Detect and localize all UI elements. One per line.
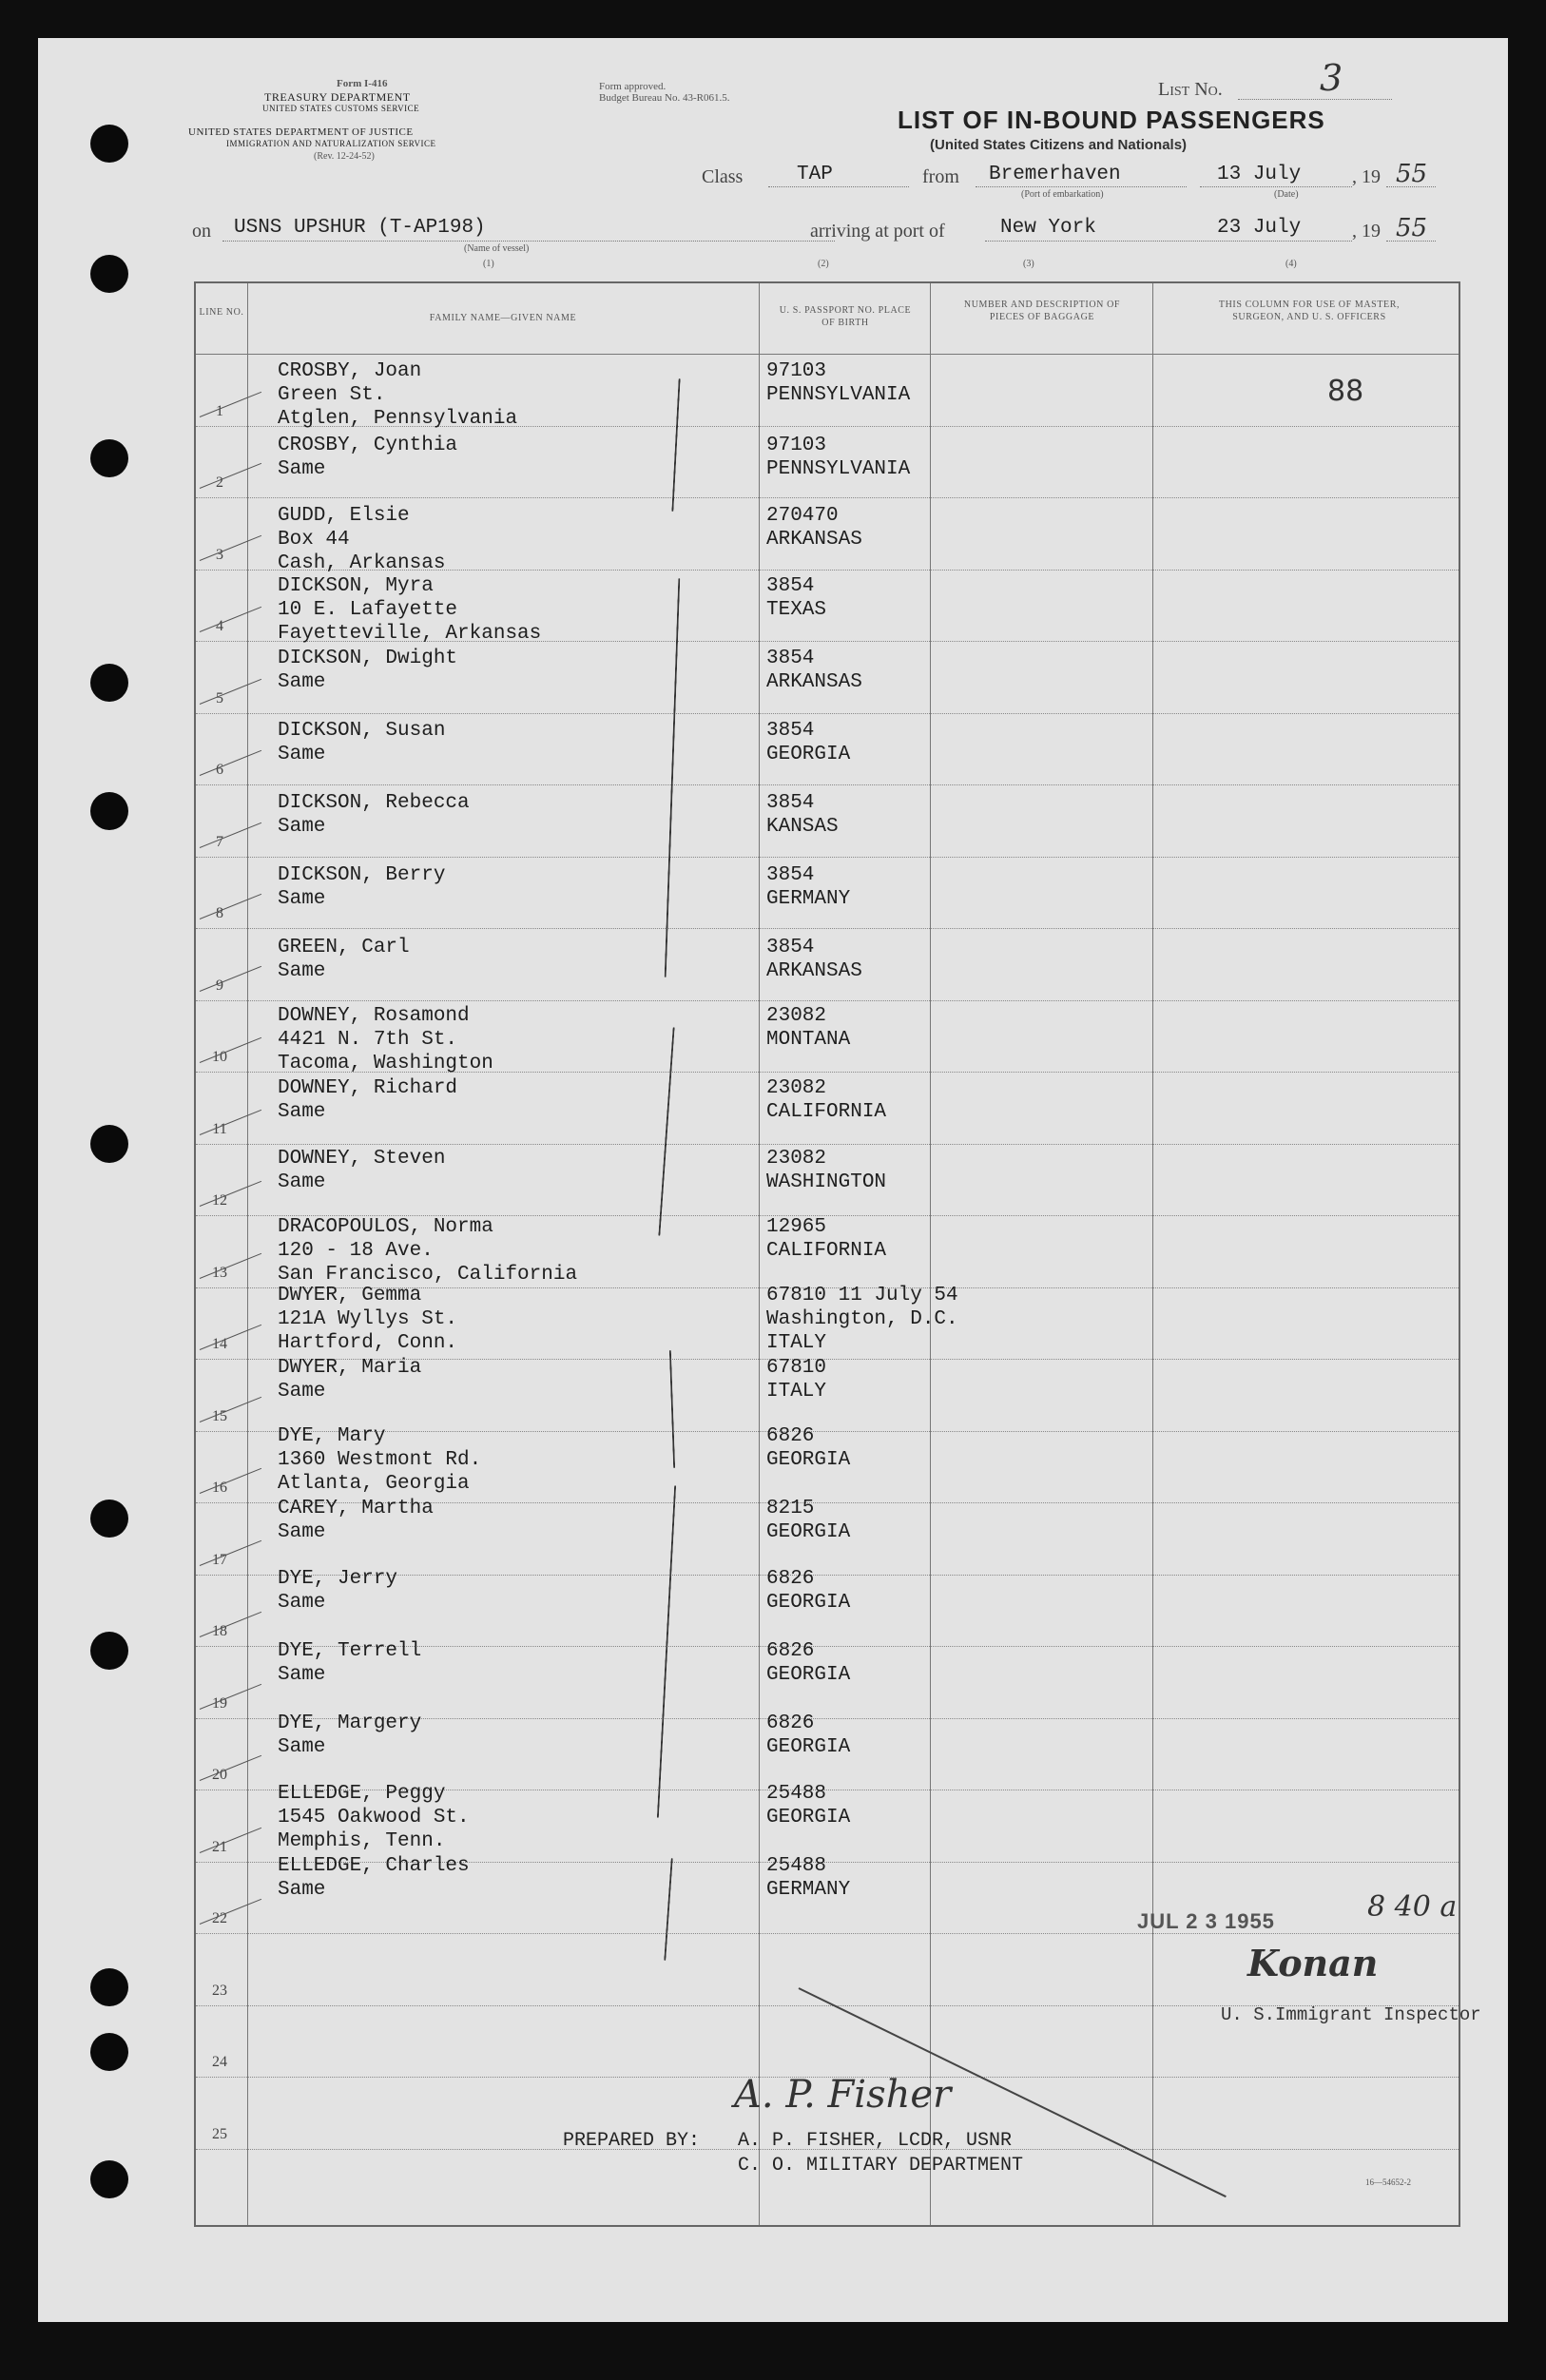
col-header-baggage: NUMBER AND DESCRIPTION OF PIECES OF BAGGAGE [963, 300, 1121, 322]
line-number: 24 [212, 2054, 227, 2070]
punch-hole [90, 1632, 128, 1670]
passport-number: 25488 [766, 1855, 827, 1877]
passenger-name: CAREY, Martha [278, 1498, 434, 1519]
family-bracket [665, 578, 681, 977]
passport-number: 3854 [766, 575, 815, 597]
line-number: 10 [212, 1049, 227, 1065]
inspector-title: U. S.Immigrant Inspector [1221, 2004, 1481, 2025]
line-number: 14 [212, 1336, 227, 1352]
place-of-birth: PENNSYLVANIA [766, 384, 911, 406]
passenger-address: Same [278, 960, 326, 982]
prepared-signature: A. P. Fisher [734, 2073, 952, 2117]
passenger-address: Same [278, 1171, 326, 1193]
from-date-underline [1200, 186, 1352, 187]
passenger-name: DOWNEY, Richard [278, 1077, 458, 1099]
row-divider [196, 857, 1459, 858]
passenger-address: Green St. Atglen, Pennsylvania [278, 384, 518, 430]
passenger-address: Same [278, 1879, 326, 1901]
place-of-birth: ARKANSAS [766, 960, 862, 982]
arriving-label: arriving at port of [810, 221, 945, 242]
punch-hole [90, 1500, 128, 1538]
place-of-birth: ARKANSAS [766, 671, 862, 693]
line-number: 4 [216, 618, 223, 634]
from-underline [976, 186, 1187, 187]
on-label: on [192, 221, 211, 242]
passenger-address: Same [278, 1664, 326, 1686]
place-of-birth: GEORGIA [766, 1736, 851, 1758]
class-underline [768, 186, 909, 187]
passenger-name: DICKSON, Myra [278, 575, 434, 597]
punch-hole [90, 1125, 128, 1163]
embark-port: Bremerhaven [989, 164, 1121, 185]
passport-number: 6826 [766, 1425, 815, 1447]
arrival-port: New York [1000, 217, 1096, 239]
line-number: 12 [212, 1192, 227, 1209]
line-number: 11 [212, 1120, 227, 1137]
place-of-birth: PENNSYLVANIA [766, 458, 911, 480]
passenger-address: Same [278, 1736, 326, 1758]
passenger-address: 1545 Oakwood St. Memphis, Tenn. [278, 1807, 470, 1852]
passport-number: 6826 [766, 1568, 815, 1590]
caption-col2: (2) [818, 259, 829, 269]
vessel-caption: (Name of vessel) [464, 243, 530, 254]
passenger-name: DICKSON, Berry [278, 864, 446, 886]
passenger-address: Same [278, 1381, 326, 1403]
caption-col4: (4) [1285, 259, 1297, 269]
passenger-address: Same [278, 744, 326, 765]
place-of-birth: Washington, D.C. ITALY [766, 1308, 958, 1354]
passenger-table [194, 281, 1481, 2227]
officer-count: 88 [1327, 375, 1364, 408]
passenger-name: DRACOPOULOS, Norma [278, 1216, 493, 1238]
ins-service: IMMIGRATION AND NATURALIZATION SERVICE [226, 139, 436, 148]
row-divider [196, 1144, 1459, 1145]
class-value: TAP [797, 164, 833, 185]
passport-number: 8215 [766, 1498, 815, 1519]
page-subtitle: (United States Citizens and Nationals) [930, 137, 1188, 153]
place-of-birth: TEXAS [766, 599, 827, 621]
place-of-birth: GERMANY [766, 888, 851, 910]
line-number: 2 [216, 474, 223, 491]
punch-hole [90, 2033, 128, 2071]
place-of-birth: GEORGIA [766, 1664, 851, 1686]
passenger-name: DOWNEY, Steven [278, 1148, 446, 1170]
arrival-date: 23 July [1217, 217, 1302, 239]
passport-number: 3854 [766, 864, 815, 886]
line-number: 3 [216, 546, 223, 563]
passenger-address: Same [278, 816, 326, 838]
line-number: 8 [216, 905, 223, 921]
passenger-name: DYE, Mary [278, 1425, 386, 1447]
year-prefix: , 19 [1352, 166, 1381, 187]
line-number: 7 [216, 833, 223, 850]
passenger-name: CROSBY, Cynthia [278, 435, 458, 456]
passenger-address: Same [278, 888, 326, 910]
class-label: Class [702, 166, 744, 187]
passenger-address: 1360 Westmont Rd. Atlanta, Georgia [278, 1449, 482, 1495]
passenger-name: GUDD, Elsie [278, 505, 410, 527]
family-bracket [658, 1027, 674, 1236]
document-page [38, 38, 1508, 2322]
line-number: 22 [212, 1910, 227, 1926]
passenger-name: ELLEDGE, Peggy [278, 1783, 446, 1805]
justice-dept: UNITED STATES DEPARTMENT OF JUSTICE [188, 126, 414, 138]
prepared-office: C. O. MILITARY DEPARTMENT [738, 2155, 1024, 2177]
passport-number: 3854 [766, 792, 815, 814]
arrival-year: 55 [1396, 214, 1428, 242]
from-label: from [922, 166, 959, 187]
line-number: 25 [212, 2125, 227, 2142]
place-of-birth: KANSAS [766, 816, 839, 838]
line-number: 16 [212, 1480, 227, 1496]
place-of-birth: CALIFORNIA [766, 1101, 887, 1123]
date-caption: (Date) [1274, 189, 1299, 200]
list-no-underline [1238, 99, 1392, 100]
punch-hole [90, 439, 128, 477]
arrival-underline [985, 241, 1352, 242]
passenger-name: DWYER, Maria [278, 1357, 422, 1379]
place-of-birth: CALIFORNIA [766, 1240, 887, 1262]
passenger-name: DWYER, Gemma [278, 1285, 422, 1306]
line-number: 23 [212, 1982, 227, 1999]
family-bracket [657, 1485, 676, 1818]
passport-number: 3854 [766, 937, 815, 958]
passenger-address: Same [278, 1101, 326, 1123]
line-number: 13 [212, 1264, 227, 1281]
passenger-name: DICKSON, Rebecca [278, 792, 470, 814]
place-of-birth: GEORGIA [766, 1807, 851, 1829]
family-bracket [669, 1350, 675, 1468]
passenger-address: Same [278, 1521, 326, 1543]
punch-hole [90, 2160, 128, 2198]
place-of-birth: WASHINGTON [766, 1171, 887, 1193]
prepared-name: A. P. FISHER, LCDR, USNR [738, 2130, 1013, 2152]
prepared-label: PREPARED BY: [563, 2130, 701, 2152]
passport-number: 67810 [766, 1357, 827, 1379]
line-number: 19 [212, 1694, 227, 1712]
passport-number: 67810 11 July 54 [766, 1285, 958, 1306]
line-number: 18 [212, 1623, 227, 1639]
place-of-birth: GEORGIA [766, 1592, 851, 1614]
caption-col3: (3) [1023, 259, 1034, 269]
line-number: 15 [212, 1407, 227, 1424]
passenger-name: DYE, Margery [278, 1712, 422, 1734]
passport-number: 23082 [766, 1148, 827, 1170]
col-header-officers: THIS COLUMN FOR USE OF MASTER, SURGEON, AND U. S. OFFICERS [1218, 300, 1401, 322]
place-of-birth: GEORGIA [766, 1521, 851, 1543]
place-of-birth: MONTANA [766, 1029, 851, 1051]
line-number: 6 [216, 762, 223, 778]
customs-service: UNITED STATES CUSTOMS SERVICE [262, 104, 420, 113]
passenger-name: GREEN, Carl [278, 937, 410, 958]
passenger-name: ELLEDGE, Charles [278, 1855, 470, 1877]
arrival-stamp: JUL 2 3 1955 [1137, 1909, 1275, 1933]
budget-bureau: Budget Bureau No. 43-R061.5. [599, 92, 730, 104]
year-prefix-2: , 19 [1352, 221, 1381, 242]
passenger-address: 121A Wyllys St. Hartford, Conn. [278, 1308, 458, 1354]
place-of-birth: GERMANY [766, 1879, 851, 1901]
passenger-address: 4421 N. 7th St. Tacoma, Washington [278, 1029, 493, 1074]
place-of-birth: GEORGIA [766, 1449, 851, 1471]
footer-code: 16—54652-2 [1365, 2177, 1411, 2187]
family-bracket [664, 1858, 673, 1961]
passport-number: 97103 [766, 360, 827, 382]
passport-number: 3854 [766, 720, 815, 742]
form-number: Form I-416 [337, 78, 388, 89]
embark-date: 13 July [1217, 164, 1302, 185]
vessel-underline [222, 241, 835, 242]
caption-col1: (1) [483, 259, 494, 269]
passenger-name: DYE, Terrell [278, 1640, 422, 1662]
initials-note: 8 40 a [1367, 1890, 1458, 1924]
passenger-name: DICKSON, Susan [278, 720, 446, 742]
place-of-birth: GEORGIA [766, 744, 851, 765]
revision: (Rev. 12-24-52) [314, 151, 375, 162]
treasury-dept: TREASURY DEPARTMENT [264, 90, 411, 104]
page-title: LIST OF IN-BOUND PASSENGERS [898, 106, 1325, 134]
passenger-address: Same [278, 671, 326, 693]
family-bracket [671, 378, 680, 512]
row-divider [196, 784, 1459, 785]
punch-hole [90, 792, 128, 830]
passport-number: 6826 [766, 1640, 815, 1662]
passenger-name: DOWNEY, Rosamond [278, 1005, 470, 1027]
passenger-address: Same [278, 458, 326, 480]
passport-number: 23082 [766, 1005, 827, 1027]
passport-number: 23082 [766, 1077, 827, 1099]
line-number: 21 [212, 1838, 227, 1855]
passport-number: 25488 [766, 1783, 827, 1805]
row-divider [196, 713, 1459, 714]
passport-number: 3854 [766, 648, 815, 669]
line-number: 1 [216, 402, 223, 419]
embark-year: 55 [1396, 160, 1428, 188]
passport-number: 12965 [766, 1216, 827, 1238]
place-of-birth: ITALY [766, 1381, 827, 1403]
vessel-name: USNS UPSHUR (T-AP198) [234, 217, 486, 239]
passport-number: 270470 [766, 505, 839, 527]
punch-hole [90, 125, 128, 163]
list-no-label: List No. [1158, 79, 1223, 100]
list-no-value: 3 [1320, 57, 1343, 99]
line-number: 17 [212, 1551, 227, 1568]
row-divider [196, 928, 1459, 929]
form-approved: Form approved. [599, 81, 667, 92]
line-number: 9 [216, 977, 223, 994]
line-number: 20 [212, 1767, 227, 1783]
col-header-name: FAMILY NAME—GIVEN NAME [429, 313, 577, 323]
passenger-name: DYE, Jerry [278, 1568, 398, 1590]
col-header-passport: U. S. PASSPORT NO. PLACE OF BIRTH [779, 305, 912, 328]
passport-number: 97103 [766, 435, 827, 456]
place-of-birth: ARKANSAS [766, 529, 862, 551]
punch-hole [90, 255, 128, 293]
passenger-address: 10 E. Lafayette Fayetteville, Arkansas [278, 599, 542, 645]
passenger-address: 120 - 18 Ave. San Francisco, California [278, 1240, 578, 1286]
passenger-name: CROSBY, Joan [278, 360, 422, 382]
row-divider [196, 1000, 1459, 1001]
punch-hole [90, 1968, 128, 2006]
punch-hole [90, 664, 128, 702]
row-divider [196, 497, 1459, 498]
line-number: 5 [216, 689, 223, 706]
passenger-address: Same [278, 1592, 326, 1614]
embark-caption: (Port of embarkation) [1021, 189, 1104, 200]
col-header-line-no: LINE NO. [199, 307, 244, 318]
inspector-signature: Konan [1247, 1942, 1379, 1984]
passport-number: 6826 [766, 1712, 815, 1734]
passenger-address: Box 44 Cash, Arkansas [278, 529, 446, 574]
passenger-name: DICKSON, Dwight [278, 648, 458, 669]
header-divider [196, 354, 1459, 355]
